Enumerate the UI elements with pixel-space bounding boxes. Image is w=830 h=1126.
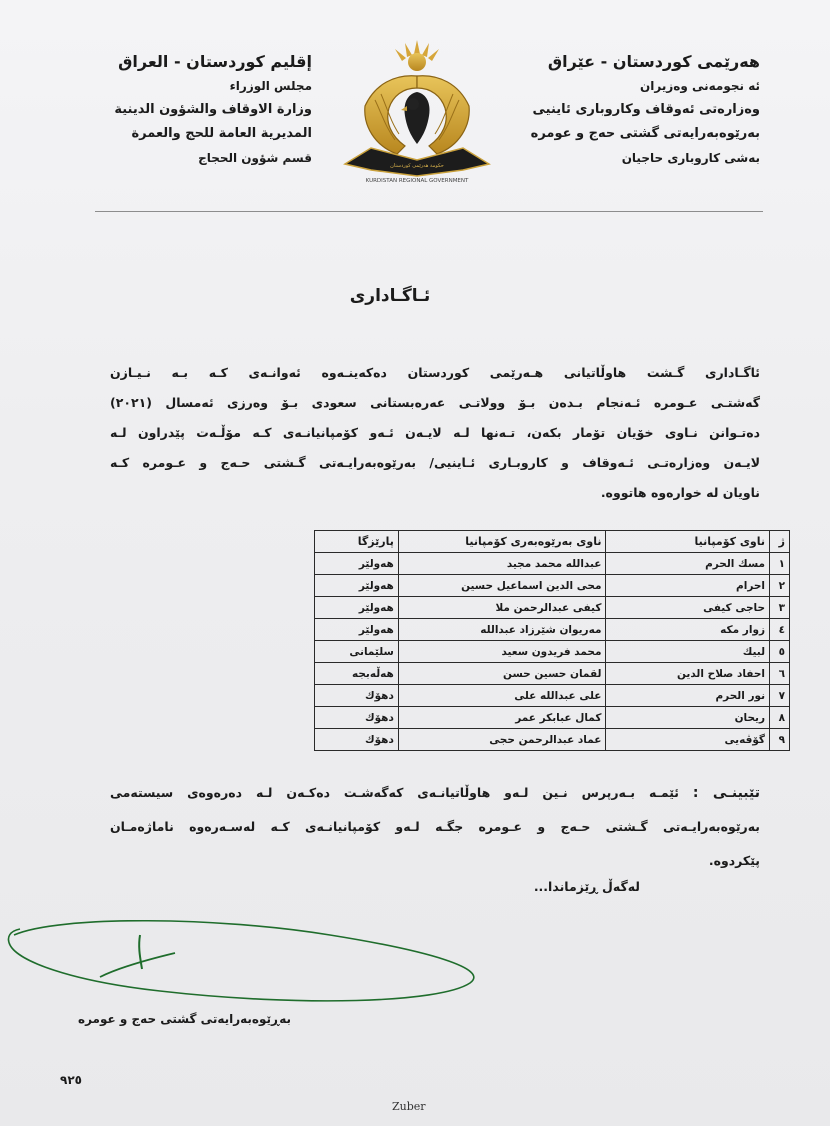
note-text-1: ئێمـە بـەرپرس نـین لـەو هاوڵاتیانـەی کەگەشـت دەکـەن لـە دەرەوەی سیستەمی bbox=[110, 785, 679, 800]
row-number: ٥ bbox=[770, 641, 790, 663]
header-divider bbox=[95, 211, 763, 212]
arabic-letterhead bbox=[72, 50, 312, 170]
table-row bbox=[315, 553, 790, 575]
note-label: تێبینـی : bbox=[692, 785, 760, 801]
table-header-row bbox=[315, 531, 790, 553]
manager-name: عماد عبدالرحمن حجی bbox=[398, 729, 606, 751]
arabic-header-line-3: وزارة الاوقاف والشؤون الدينية bbox=[114, 102, 312, 117]
governorate: هەولێر bbox=[315, 597, 399, 619]
header-manager-name: ناوی بەرێوەبەری کۆمپانیا bbox=[398, 531, 606, 553]
row-number: ٣ bbox=[770, 597, 790, 619]
note-line-2: بەرێوەبەرایـەتی گـشتی حـەج و عـومرە جگـە لـەو کۆمپانیانـەی کـە لەسـەرەوە ناماژەمـان bbox=[110, 819, 760, 834]
kurdish-header-line-2: ئە نجومەنی وەزیران bbox=[640, 79, 760, 93]
arabic-header-line-5: قسم شؤون الحجاج bbox=[198, 151, 312, 165]
note-section bbox=[110, 776, 760, 878]
document-title: ئـاگـاداری bbox=[349, 286, 431, 306]
table-row bbox=[315, 685, 790, 707]
governorate: سلێمانی bbox=[315, 641, 399, 663]
company-name: لبيك bbox=[606, 641, 770, 663]
header-governorate: پارێزگا bbox=[315, 531, 399, 553]
signature-icon bbox=[0, 895, 500, 1025]
manager-name: کیفی عبدالرحمن ملا bbox=[398, 597, 606, 619]
manager-name: عبدالله محمد مجيد bbox=[398, 553, 606, 575]
manager-name: مەریوان شێرزاد عبدالله bbox=[398, 619, 606, 641]
announcement-paragraph bbox=[110, 358, 760, 508]
kurdish-header-line-4: بەرێوەبەرایەتی گشتی حەج و عومرە bbox=[530, 126, 760, 141]
signature-title: بەڕێوەبەرایەتی گشتی حەج و عومرە bbox=[78, 1012, 291, 1026]
emblem-bottom-text: KURDISTAN REGIONAL GOVERNMENT bbox=[365, 178, 469, 184]
kurdish-header-line-3: وەزارەتی ئەوقاف وکاروباری ئاینیی bbox=[532, 102, 760, 117]
company-name: نور الحرم bbox=[606, 685, 770, 707]
governorate: هەولێر bbox=[315, 619, 399, 641]
row-number: ٨ bbox=[770, 707, 790, 729]
row-number: ٦ bbox=[770, 663, 790, 685]
arabic-header-line-4: المديرية العامة للحج والعمرة bbox=[131, 126, 312, 141]
governorate: دهۆك bbox=[315, 707, 399, 729]
kurdish-header-line-5: بەشی کاروباری حاجیان bbox=[621, 151, 760, 165]
header-company-name: ناوی کۆمپانیا bbox=[606, 531, 770, 553]
table-row bbox=[315, 663, 790, 685]
company-name: حاجی کیفی bbox=[606, 597, 770, 619]
manager-name: لقمان حسین حسن bbox=[398, 663, 606, 685]
emblem-top-text: حكومة هەرێمی کوردستان bbox=[390, 163, 444, 169]
company-name: احفاد صلاح الدين bbox=[606, 663, 770, 685]
header-number: ژ bbox=[770, 531, 790, 553]
table-row bbox=[315, 641, 790, 663]
row-number: ١ bbox=[770, 553, 790, 575]
arabic-header-line-2: مجلس الوزراء bbox=[229, 79, 312, 93]
arabic-header-line-1: إقليم كوردستان - العراق bbox=[118, 52, 312, 71]
kurdish-letterhead bbox=[520, 50, 760, 170]
page-number: ٩٢٥ bbox=[60, 1073, 82, 1087]
kurdish-header-line-1: هەرێمی کوردستان - عێراق bbox=[547, 52, 760, 71]
company-name: گۆڤەیی bbox=[606, 729, 770, 751]
row-number: ٢ bbox=[770, 575, 790, 597]
paragraph-line-2: گەشتـی عـومرە ئـەنجام بـدەن بـۆ وولاتـی عەرەبستانی سعودی بـۆ وەرزی ئەمسال (٢٠٢١) bbox=[110, 395, 760, 410]
governorate: دهۆك bbox=[315, 729, 399, 751]
manager-name: محی الدين اسماعيل حسين bbox=[398, 575, 606, 597]
governorate: هەولێر bbox=[315, 575, 399, 597]
table-row bbox=[315, 597, 790, 619]
paragraph-line-5: ناویان لە خوارەوە هاتووە. bbox=[600, 485, 760, 500]
paragraph-line-3: دەتـوانن نـاوی خۆیان تۆمار بکەن، تـەنها لـە لایـەن ئـەو کۆمپانیانـەی کـە مۆڵـەت پێدراون لـە bbox=[110, 425, 760, 440]
row-number: ٧ bbox=[770, 685, 790, 707]
footer-watermark: Zuber bbox=[392, 1100, 426, 1113]
table-row bbox=[315, 575, 790, 597]
row-number: ٤ bbox=[770, 619, 790, 641]
row-number: ٩ bbox=[770, 729, 790, 751]
table-row bbox=[315, 619, 790, 641]
company-name: زوار مکه bbox=[606, 619, 770, 641]
company-name: احرام bbox=[606, 575, 770, 597]
manager-name: محمد فريدون سعيد bbox=[398, 641, 606, 663]
note-line-3: پێکردوە. bbox=[708, 853, 760, 868]
company-name: ريحان bbox=[606, 707, 770, 729]
governorate: دهۆك bbox=[315, 685, 399, 707]
companies-table bbox=[314, 530, 790, 751]
krg-emblem-icon bbox=[335, 36, 500, 184]
company-name: مسك الحرم bbox=[606, 553, 770, 575]
table-row bbox=[315, 707, 790, 729]
governorate: هەولێر bbox=[315, 553, 399, 575]
note-line-1 bbox=[110, 776, 760, 810]
closing-regards: لەگەڵ ڕێزماندا... bbox=[533, 879, 640, 894]
paragraph-line-1: ئاگـاداری گـشت هاوڵاتیانی هـەرێمی کوردستان دەکەینـەوە ئەوانـەی کـە بـە نـیـازن bbox=[110, 365, 760, 380]
governorate: هەڵەبجە bbox=[315, 663, 399, 685]
manager-name: علی عبدالله علی bbox=[398, 685, 606, 707]
manager-name: كمال عبابكر عمر bbox=[398, 707, 606, 729]
table-row bbox=[315, 729, 790, 751]
paragraph-line-4: لایـەن وەزارەتـی ئـەوقاف و کاروبـاری ئـاینیی/ بەرێوەبەرایـەتی گـشتی حـەج و عـومرە کـە bbox=[110, 455, 760, 470]
